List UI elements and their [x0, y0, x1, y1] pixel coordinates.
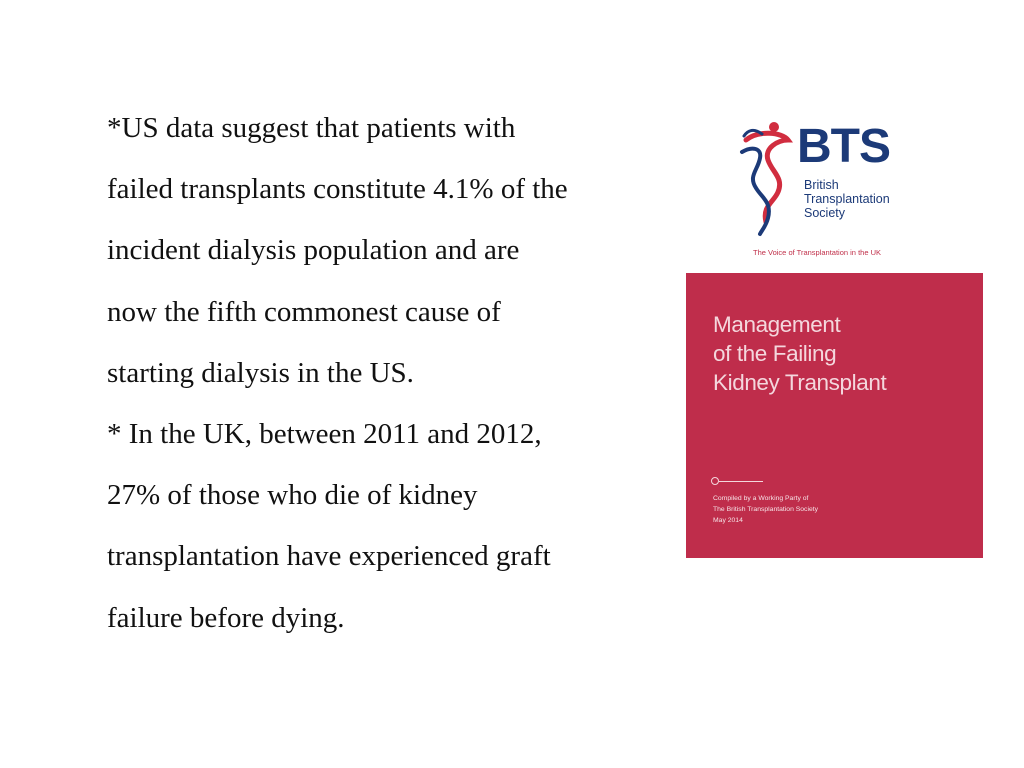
bts-logo	[738, 118, 908, 238]
body-line: starting dialysis in the US.	[107, 356, 414, 389]
bts-tagline: The Voice of Transplantation in the UK	[753, 248, 881, 257]
cover-meta-line: Compiled by a Working Party of	[713, 495, 809, 502]
body-line: transplantation have experienced graft	[107, 540, 551, 573]
report-cover	[686, 273, 983, 558]
body-line: *US data suggest that patients with	[107, 112, 516, 144]
cover-meta-line: The British Transplantation Society	[713, 506, 819, 513]
body-line: * In the UK, between 2011 and 2012,	[107, 417, 542, 450]
body-line: failed transplants constitute 4.1% of the	[107, 173, 568, 206]
body-line: failure before dying.	[107, 601, 345, 634]
cover-meta	[713, 493, 963, 526]
body-text	[107, 98, 667, 649]
body-line: 27% of those who die of kidney	[107, 479, 478, 512]
society-name-line: British	[804, 178, 839, 192]
cover-meta-line: May 2014	[713, 517, 743, 524]
society-name	[804, 178, 924, 220]
divider-dot-icon	[711, 477, 719, 485]
society-name-line: Transplantation	[804, 192, 890, 206]
cover-title-line: Management	[713, 312, 841, 337]
body-line: incident dialysis population and are	[107, 234, 520, 267]
divider-rule	[719, 481, 763, 482]
cover-title-line: Kidney Transplant	[713, 370, 887, 395]
bts-letters: BTS	[797, 120, 890, 173]
society-name-line: Society	[804, 206, 845, 220]
body-line: now the fifth commonest cause of	[107, 295, 501, 328]
cover-divider	[711, 477, 763, 485]
cover-title-line: of the Failing	[713, 341, 837, 366]
cover-title	[713, 310, 973, 397]
